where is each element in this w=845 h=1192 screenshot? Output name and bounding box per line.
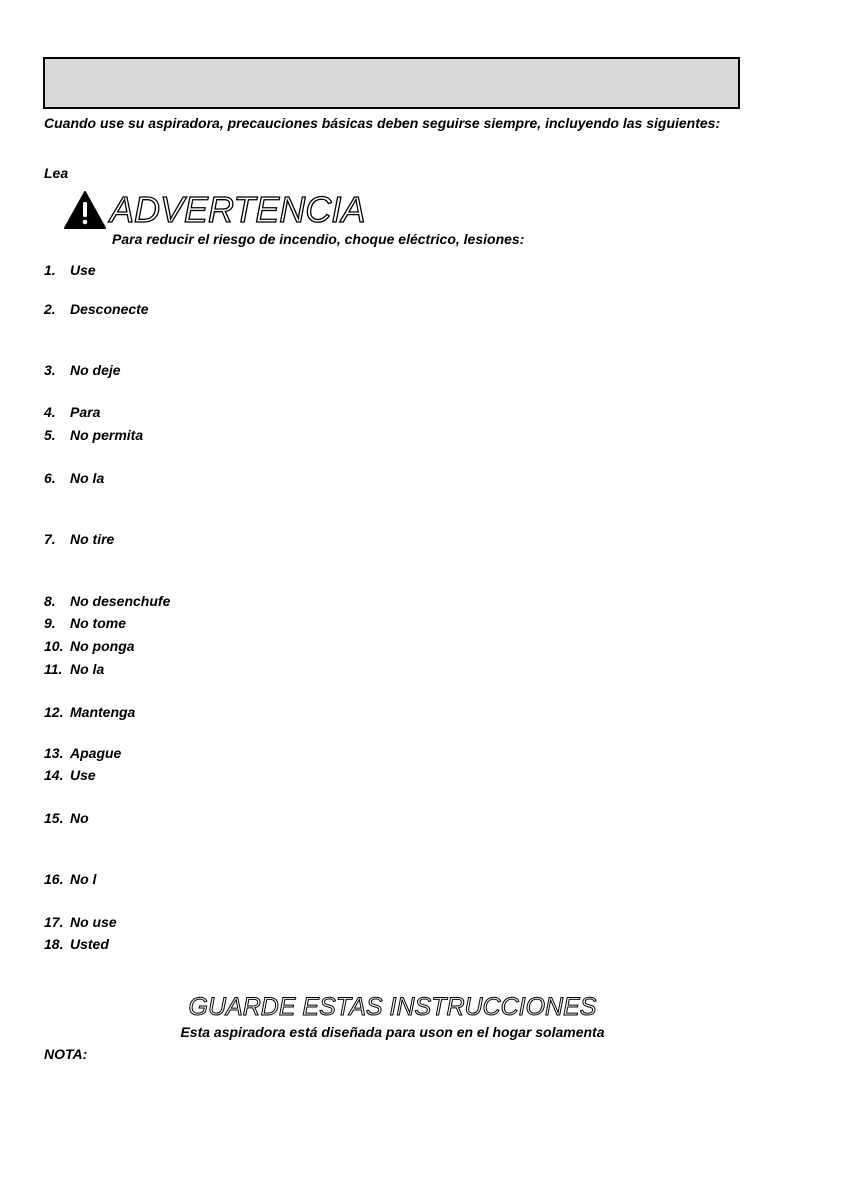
item-number: 5. <box>44 427 56 443</box>
list-item <box>44 704 135 721</box>
item-text: Apague <box>70 745 122 761</box>
item-text: No deje <box>70 362 121 378</box>
item-number: 12. <box>44 704 64 720</box>
item-number: 14. <box>44 767 64 783</box>
header-box <box>43 57 740 109</box>
list-item <box>44 262 96 279</box>
list-item <box>44 593 170 610</box>
list-item <box>44 936 109 953</box>
list-item <box>44 745 121 762</box>
list-item <box>44 615 126 632</box>
item-number: 6. <box>44 470 56 486</box>
item-text: Use <box>70 262 96 278</box>
lea-text: Lea <box>44 165 69 181</box>
nota-label: NOTA: <box>44 1046 88 1062</box>
item-number: 17. <box>44 914 64 930</box>
list-item <box>44 661 104 678</box>
list-item <box>44 531 114 548</box>
list-item <box>44 427 143 444</box>
warning-subtitle: Para reducir el riesgo de incendio, choque eléctrico, lesiones: <box>112 231 525 247</box>
item-text: No tire <box>70 531 115 547</box>
item-text: No la <box>70 470 105 486</box>
item-text: No ponga <box>70 638 135 654</box>
item-text: No <box>70 810 89 826</box>
list-item <box>44 767 96 784</box>
list-item <box>44 301 149 318</box>
item-number: 18. <box>44 936 64 952</box>
list-item <box>44 638 135 655</box>
item-number: 4. <box>44 404 56 420</box>
item-number: 1. <box>44 262 56 278</box>
list-item <box>44 470 104 487</box>
item-text: Use <box>70 767 96 783</box>
item-text: No l <box>70 871 97 887</box>
item-text: Para <box>70 404 101 420</box>
save-instructions-heading: GUARDE ESTAS INSTRUCCIONES <box>188 993 597 1021</box>
item-text: Desconecte <box>70 301 149 317</box>
item-number: 11. <box>44 661 63 677</box>
item-number: 3. <box>44 362 56 378</box>
item-number: 15. <box>44 810 64 826</box>
list-item <box>44 810 89 827</box>
item-text: No permita <box>70 427 144 443</box>
list-item <box>44 362 121 379</box>
warning-triangle-icon <box>63 190 107 230</box>
list-item <box>44 404 100 421</box>
item-number: 13. <box>44 745 64 761</box>
item-text: No desenchufe <box>70 593 171 609</box>
list-item <box>44 871 96 888</box>
item-number: 7. <box>44 531 56 547</box>
item-text: No tome <box>70 615 126 631</box>
intro-text: Cuando use su aspiradora, precauciones básicas deben seguirse siempre, incluyendo las siguientes: <box>44 115 721 131</box>
item-number: 8. <box>44 593 56 609</box>
item-text: No la <box>70 661 105 677</box>
item-number: 2. <box>44 301 56 317</box>
item-text: No use <box>70 914 117 930</box>
item-text: Usted <box>70 936 109 952</box>
item-number: 9. <box>44 615 56 631</box>
item-number: 16. <box>44 871 64 887</box>
list-item <box>44 914 117 931</box>
item-text: Mantenga <box>70 704 136 720</box>
warning-title: ADVERTENCIA <box>110 189 366 230</box>
household-use-note: Esta aspiradora está diseñada para uson en el hogar solamenta <box>180 1024 605 1040</box>
item-number: 10. <box>44 638 64 654</box>
